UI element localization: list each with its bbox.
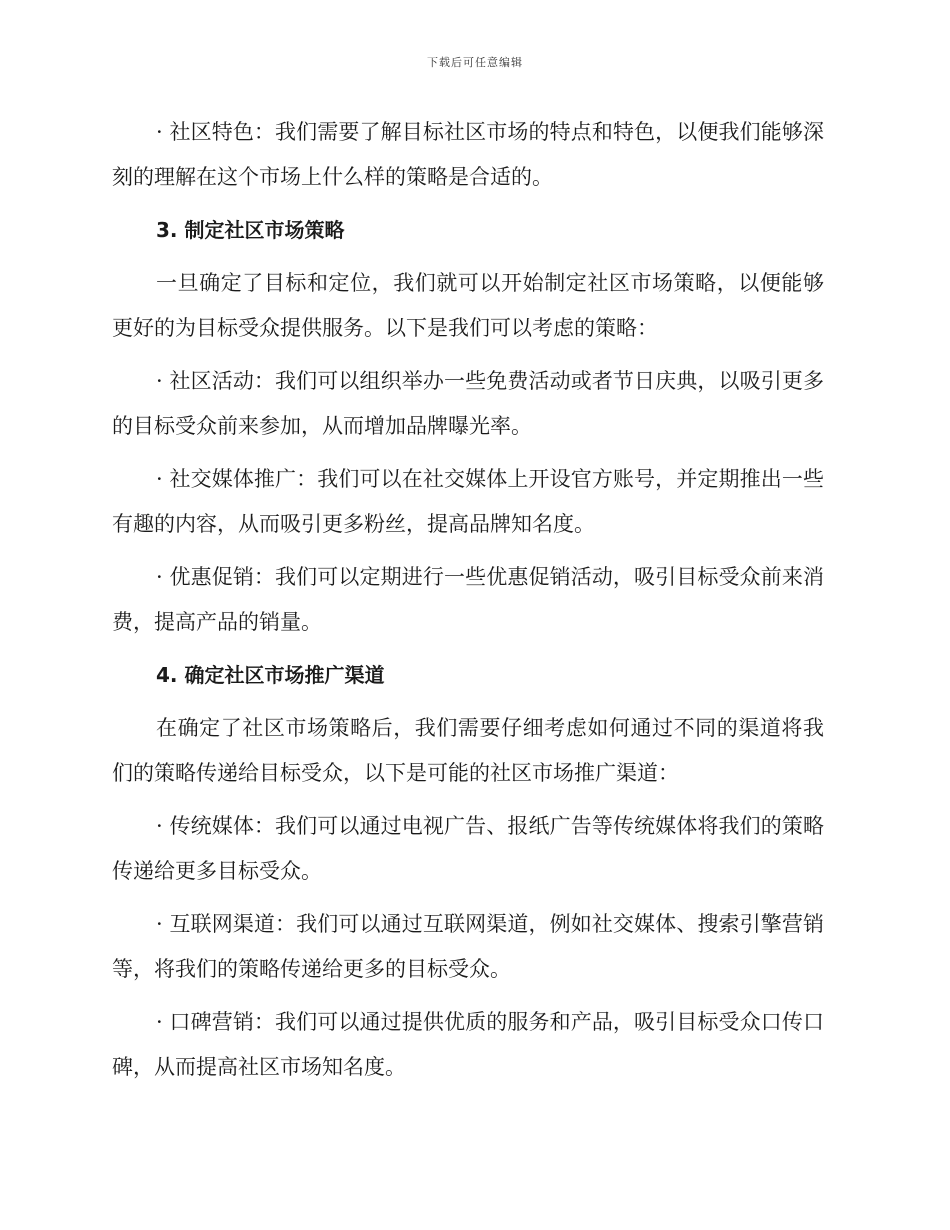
paragraph-strategy-intro: 一旦确定了目标和定位，我们就可以开始制定社区市场策略，以便能够更好的为目标受众提供服务。以下是我们可以考虑的策略： bbox=[112, 271, 824, 340]
section-heading-4: 4. 确定社区市场推广渠道 bbox=[156, 663, 385, 687]
bullet-internet-channels: · 互联网渠道：我们可以通过互联网渠道，例如社交媒体、搜索引擎营销等，将我们的策略传递给更多的目标受众。 bbox=[112, 912, 824, 981]
paragraph-channels-intro: 在确定了社区市场策略后，我们需要仔细考虑如何通过不同的渠道将我们的策略传递给目标受众，以下是可能的社区市场推广渠道： bbox=[112, 716, 824, 785]
bullet-community-features: · 社区特色：我们需要了解目标社区市场的特点和特色，以便我们能够深刻的理解在这个市场上什么样的策略是合适的。 bbox=[112, 120, 824, 189]
page-header: 下载后可任意编辑 bbox=[427, 56, 523, 69]
bullet-social-media: · 社交媒体推广：我们可以在社交媒体上开设官方账号，并定期推出一些有趣的内容，从而吸引更多粉丝，提高品牌知名度。 bbox=[112, 467, 824, 536]
bullet-promotions: · 优惠促销：我们可以定期进行一些优惠促销活动，吸引目标受众前来消费，提高产品的销量。 bbox=[112, 565, 824, 634]
bullet-community-events: · 社区活动：我们可以组织举办一些免费活动或者节日庆典，以吸引更多的目标受众前来参加，从而增加品牌曝光率。 bbox=[112, 369, 824, 438]
document-body bbox=[112, 110, 824, 1098]
bullet-traditional-media: · 传统媒体：我们可以通过电视广告、报纸广告等传统媒体将我们的策略传递给更多目标受众。 bbox=[112, 814, 824, 883]
section-heading-3: 3. 制定社区市场策略 bbox=[156, 218, 345, 242]
bullet-word-of-mouth: · 口碑营销：我们可以通过提供优质的服务和产品，吸引目标受众口传口碑，从而提高社区市场知名度。 bbox=[112, 1010, 824, 1079]
